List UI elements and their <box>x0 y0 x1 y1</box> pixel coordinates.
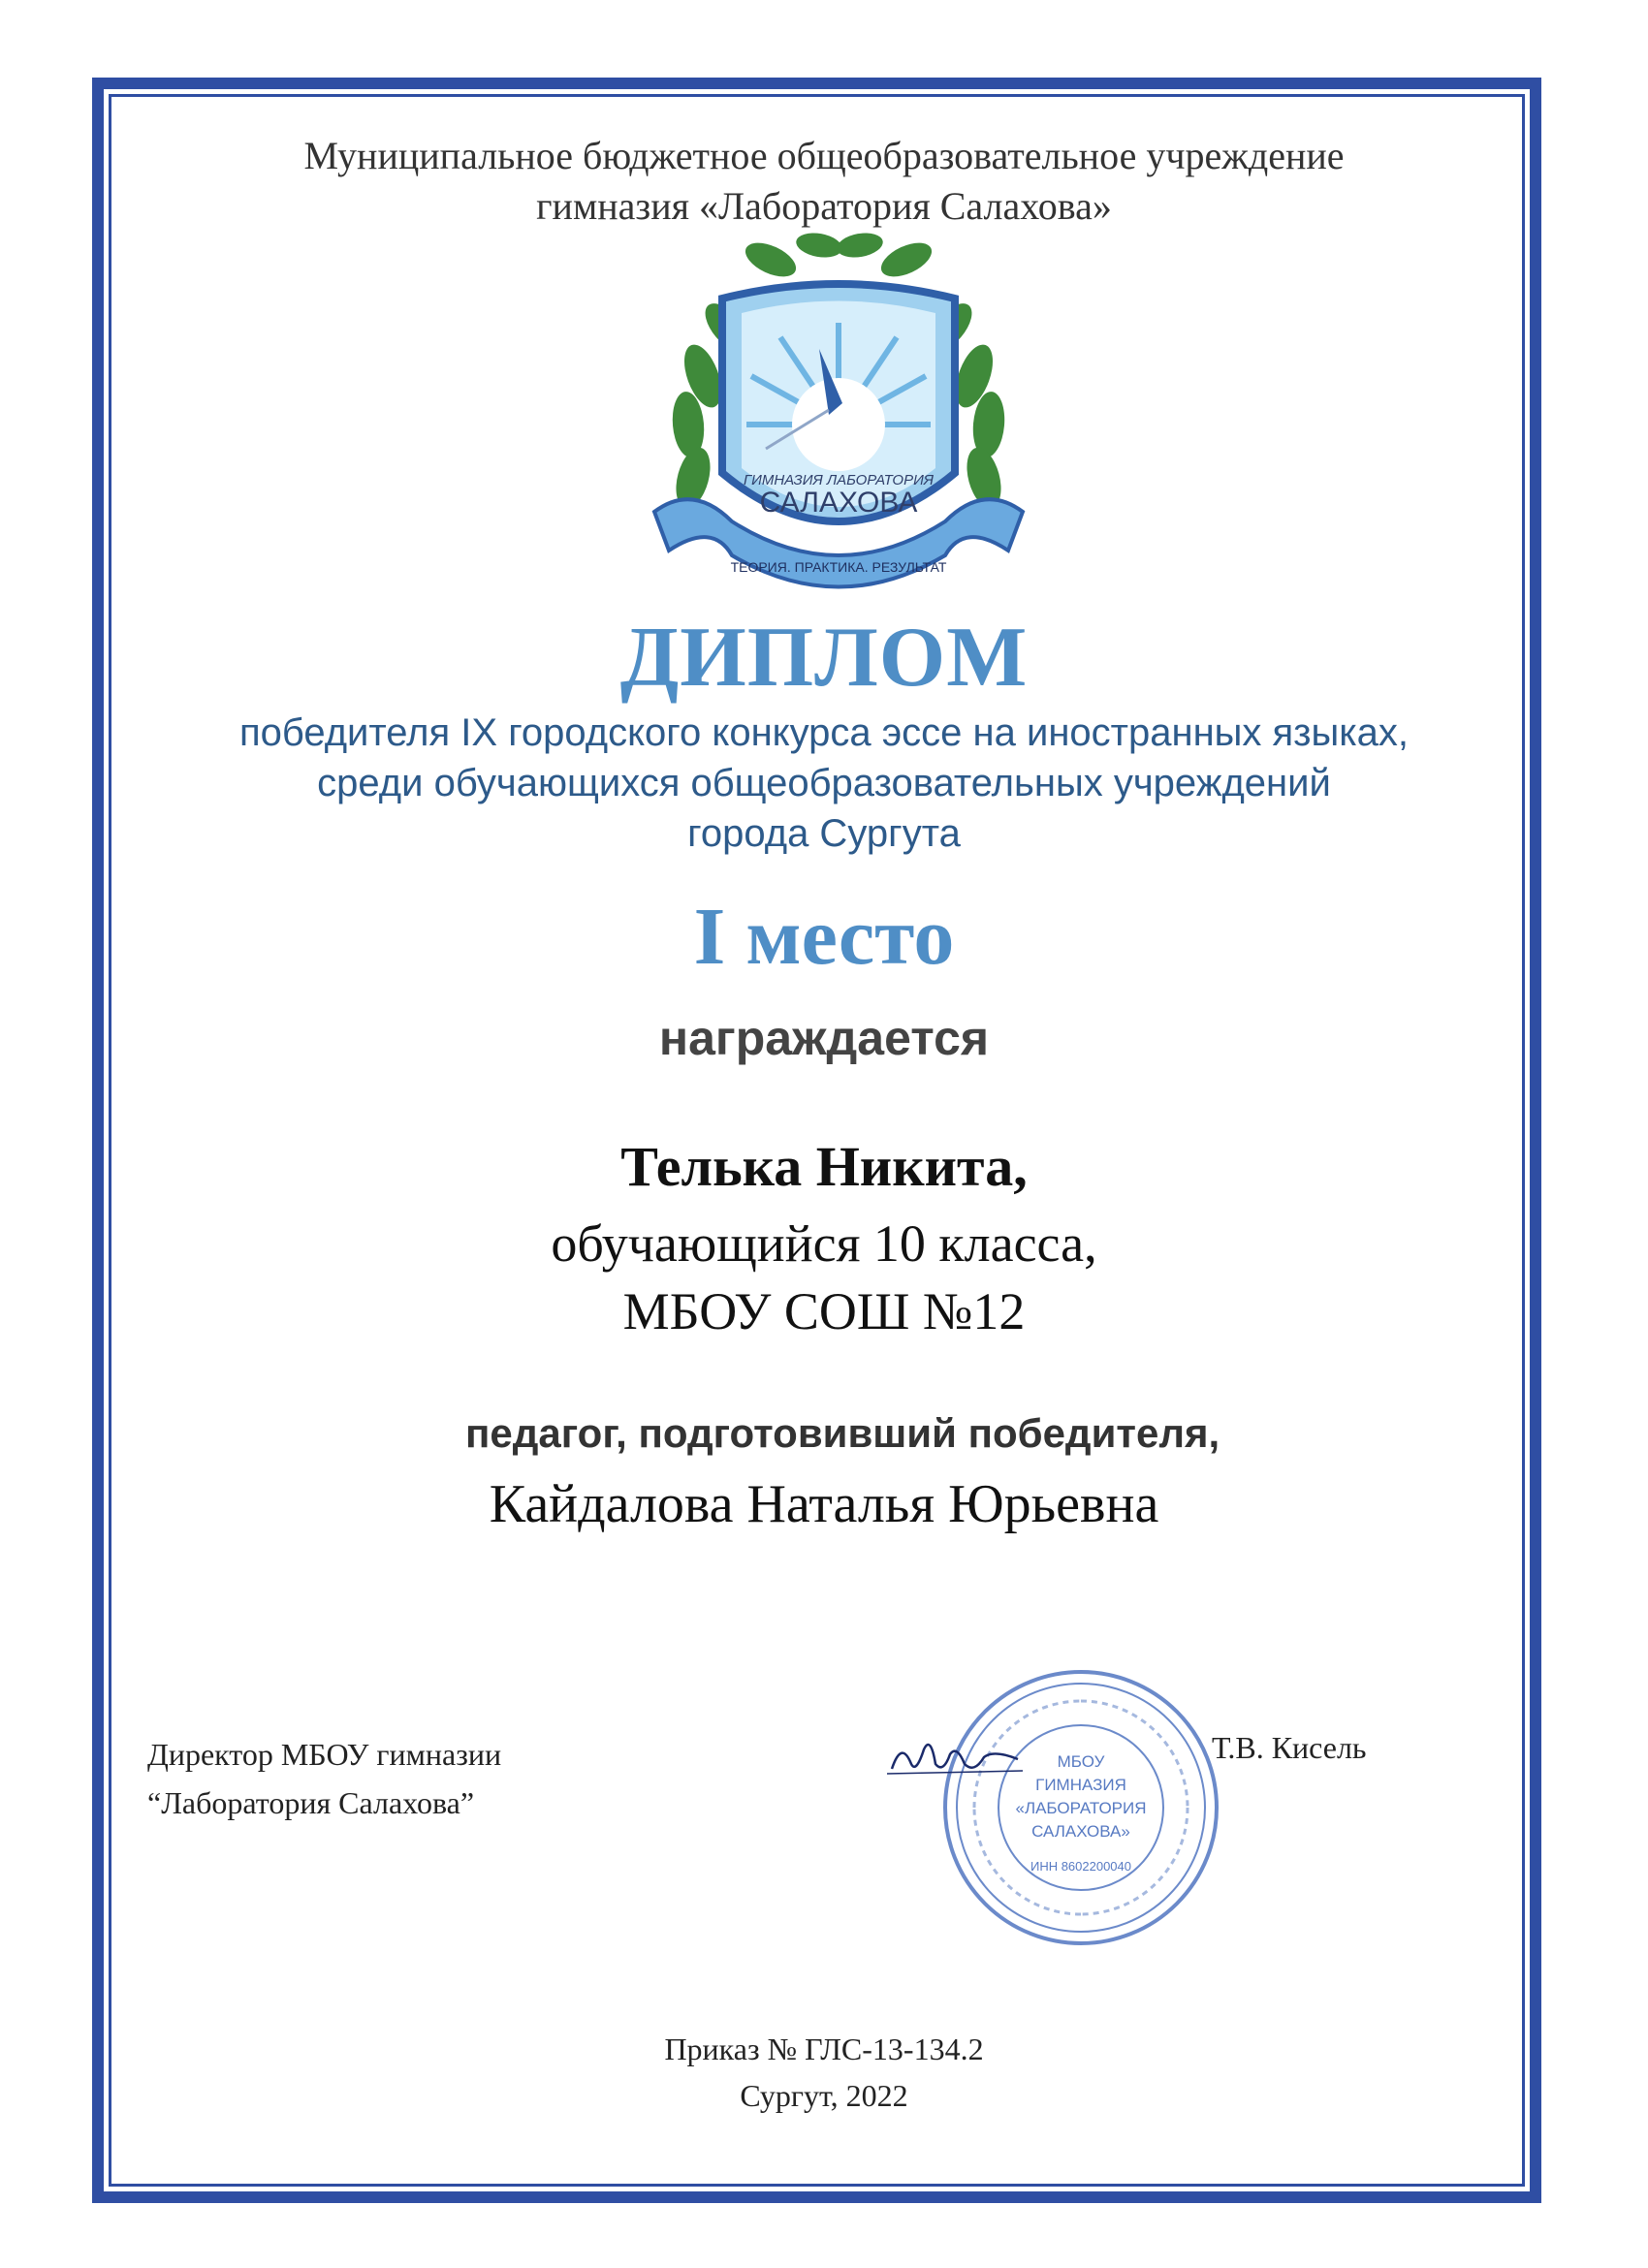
stamp-line-2: ГИМНАЗИЯ <box>1035 1776 1126 1794</box>
director-line-1: Директор МБОУ гимназии <box>147 1737 502 1772</box>
order-number: Приказ № ГЛС-13-134.2 <box>664 2032 984 2066</box>
teacher-name: Кайдалова Наталья Юрьевна <box>489 1474 1159 1534</box>
winner-name: Телька Никита, <box>620 1135 1028 1198</box>
place-heading: I место <box>693 892 955 982</box>
subtitle-line-3: города Сургута <box>687 812 961 855</box>
city-year: Сургут, 2022 <box>740 2078 908 2113</box>
director-name: Т.В. Кисель <box>1212 1730 1367 1765</box>
stamp-line-3: «ЛАБОРАТОРИЯ <box>1015 1799 1147 1817</box>
diploma-title: ДИПЛОМ <box>619 611 1029 705</box>
stamp-inn: ИНН 8602200040 <box>1030 1859 1132 1874</box>
header-line-1: Муниципальное бюджетное общеобразовательное учреждение <box>303 134 1345 177</box>
header-line-2: гимназия «Лаборатория Салахова» <box>536 184 1112 228</box>
institution-header <box>0 131 1648 232</box>
footer <box>0 2026 1648 2119</box>
stamp-line-4: САЛАХОВА» <box>1031 1822 1130 1841</box>
emblem-ribbon-text: ТЕОРИЯ. ПРАКТИКА. РЕЗУЛЬТАТ <box>730 559 947 575</box>
director-line-2: “Лаборатория Салахова” <box>147 1785 475 1820</box>
emblem-top-text: ГИМНАЗИЯ ЛАБОРАТОРИЯ <box>743 472 935 488</box>
winner-school: МБОУ СОШ №12 <box>622 1282 1026 1340</box>
teacher-label: педагог, подготовивший победителя, <box>465 1410 1220 1456</box>
diploma-subtitle <box>0 708 1648 859</box>
gymnasium-emblem-logo <box>635 231 1042 609</box>
official-stamp <box>935 1662 1226 1953</box>
winner-class: обучающийся 10 класса, <box>551 1214 1097 1273</box>
director-title <box>147 1730 501 1827</box>
awarded-label: награждается <box>658 1011 990 1065</box>
director-signature <box>887 1730 1023 1788</box>
stamp-line-1: МБОУ <box>1057 1752 1105 1771</box>
subtitle-line-1: победителя IX городского конкурса эссе на иностранных языках, <box>238 711 1410 754</box>
emblem-main-text: САЛАХОВА <box>759 487 918 519</box>
subtitle-line-2: среди обучающихся общеобразовательных учреждений <box>317 762 1331 804</box>
